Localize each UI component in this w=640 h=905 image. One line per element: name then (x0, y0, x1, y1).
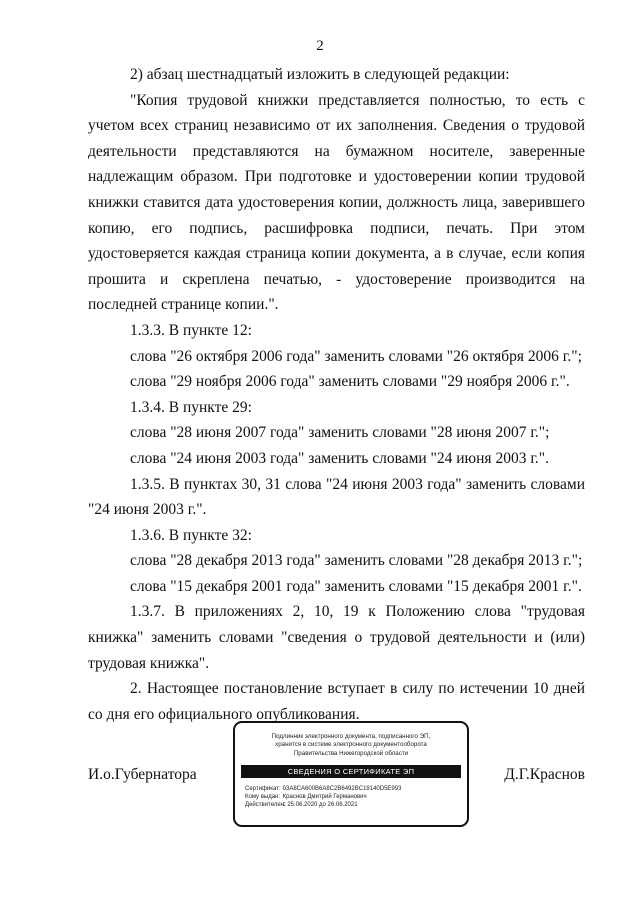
paragraph-1-3-4-line1: слова "28 июня 2007 года" заменить словами "28 июня 2007 г."; (130, 424, 550, 442)
paragraph-1-3-4: 1.3.4. В пункте 29: (130, 398, 252, 416)
stamp-cert-key: Сертификат: (245, 786, 281, 793)
stamp-header-line: хранится в системе электронного документооборота (275, 741, 427, 749)
signatory-position: И.о.Губернатора (88, 766, 197, 783)
stamp-valid-row (245, 802, 467, 810)
paragraph-1-3-4-line2: слова "24 июня 2003 года" заменить словами "24 июня 2003 г.". (130, 449, 549, 467)
document-body (88, 62, 585, 727)
paragraph-1-3-3-line2: слова "29 ноября 2006 года" заменить словами "29 ноября 2006 г.". (130, 373, 570, 391)
stamp-header-line: Подлинник электронного документа, подписанного ЭП, (271, 733, 431, 740)
stamp-cert-value: 03A8CA600B6A8C2B6492BC19140D5E993 (282, 786, 402, 793)
paragraph-1-3-5: 1.3.5. В пунктах 30, 31 слова "24 июня 2003 года" заменить словами "24 июня 2003 г.". (88, 475, 585, 519)
paragraph-1-3-6-line1: слова "28 декабря 2013 года" заменить словами "28 декабря 2013 г."; (130, 552, 583, 570)
paragraph-2: 2. Настоящее постановление вступает в силу по истечении 10 дней со дня его официального опубликования. (88, 680, 585, 723)
paragraph-1-3-3: 1.3.3. В пункте 12: (130, 321, 252, 339)
signatory-name: Д.Г.Краснов (504, 766, 585, 783)
paragraph-amendment-intro: 2) абзац шестнадцатый изложить в следующей редакции: (130, 66, 510, 83)
stamp-issued-value: Краснов Дмитрий Германович (282, 794, 367, 801)
stamp-valid-value: с 25.06.2020 до 26.06.2021 (282, 801, 358, 808)
stamp-header-line: Правительства Нижегородской области (293, 749, 409, 757)
electronic-signature-stamp (233, 721, 469, 827)
paragraph-1-3-6: 1.3.6. В пункте 32: (130, 526, 252, 544)
page-number: 2 (316, 38, 324, 54)
paragraph-1-3-3-line1: слова "26 октября 2006 года" заменить словами "26 октября 2006 г."; (130, 347, 582, 365)
stamp-issued-key: Кому выдан: (245, 794, 281, 801)
stamp-cert-row (245, 786, 467, 794)
stamp-certificate-info (245, 786, 467, 809)
paragraph-quoted-text: "Копия трудовой книжки представляется полностью, то есть с учетом всех страниц независимо от их заполнения. Сведения о трудовой деятельности представляются на бумажном носителе, заверенные надлежащим образом. При подготовке и удостоверении копии трудовой книжки ставится дата удостоверения копии, должность лица, заверившего копию, его подпись, расшифровка подписи, печать. При этом удостоверяется каждая страница копии документа, а в случае, если копия прошита и скреплена печатью, - удостоверение производится на последней странице копии.". (88, 91, 585, 314)
stamp-issued-row (245, 794, 467, 802)
stamp-valid-key: Действителен: (245, 801, 286, 808)
stamp-certificate-bar: СВЕДЕНИЯ О СЕРТИФИКАТЕ ЭП (241, 765, 461, 778)
paragraph-1-3-7: 1.3.7. В приложениях 2, 10, 19 к Положению слова "трудовая книжка" заменить словами "сведения о трудовой деятельности и (или) трудовая книжка". (88, 603, 585, 672)
paragraph-1-3-6-line2: слова "15 декабря 2001 года" заменить словами "15 декабря 2001 г.". (130, 577, 582, 595)
stamp-header (235, 733, 467, 758)
